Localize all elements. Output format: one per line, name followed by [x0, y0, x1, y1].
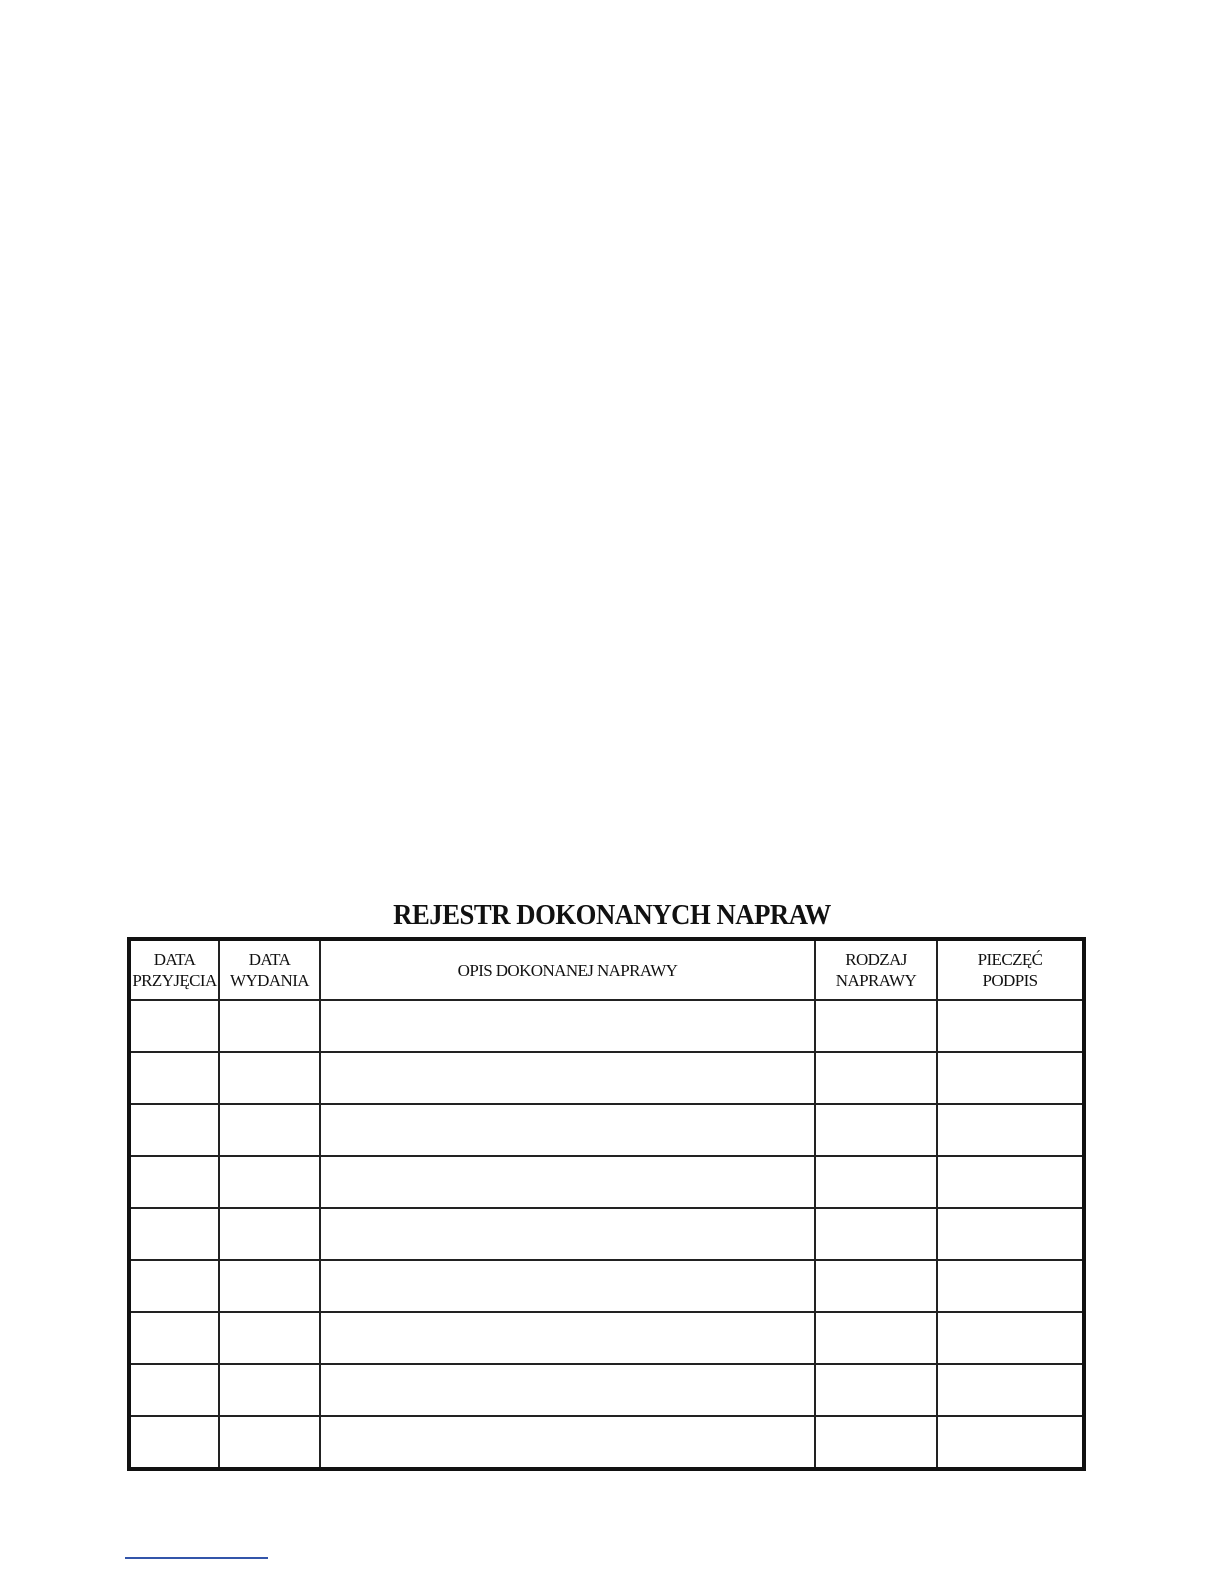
date-issued-cell[interactable]: [219, 1000, 320, 1052]
page-title: REJESTR DOKONANYCH NAPRAW: [393, 899, 831, 932]
table-row: [129, 1104, 1084, 1156]
repair-type-cell[interactable]: [815, 1052, 937, 1104]
repair-type-cell[interactable]: [815, 1000, 937, 1052]
repair-type-cell[interactable]: [815, 1416, 937, 1469]
table-body: [129, 1000, 1084, 1469]
stamp-signature-cell[interactable]: [937, 1364, 1084, 1416]
repair-type-cell[interactable]: [815, 1364, 937, 1416]
date-issued-cell[interactable]: [219, 1364, 320, 1416]
repair-type-cell[interactable]: [815, 1312, 937, 1364]
date-received-cell[interactable]: [129, 1208, 219, 1260]
description-cell[interactable]: [320, 1156, 815, 1208]
date-received-cell[interactable]: [129, 1000, 219, 1052]
table-row: [129, 1208, 1084, 1260]
repair-register-table: [127, 937, 1086, 1471]
stamp-signature-cell[interactable]: [937, 1416, 1084, 1469]
description-cell[interactable]: [320, 1104, 815, 1156]
table-row: [129, 1416, 1084, 1469]
date-received-cell[interactable]: [129, 1052, 219, 1104]
header-date-received: DATA PRZYJĘCIA: [129, 939, 219, 1000]
date-received-cell[interactable]: [129, 1104, 219, 1156]
header-date-issued: DATA WYDANIA: [219, 939, 320, 1000]
repair-type-cell[interactable]: [815, 1208, 937, 1260]
description-cell[interactable]: [320, 1416, 815, 1469]
table-row: [129, 1156, 1084, 1208]
stamp-signature-cell[interactable]: [937, 1052, 1084, 1104]
date-issued-cell[interactable]: [219, 1312, 320, 1364]
repair-type-cell[interactable]: [815, 1156, 937, 1208]
table-header-row: [129, 939, 1084, 1000]
stamp-signature-cell[interactable]: [937, 1156, 1084, 1208]
description-cell[interactable]: [320, 1208, 815, 1260]
date-issued-cell[interactable]: [219, 1260, 320, 1312]
footnote-separator-line: [125, 1557, 268, 1559]
table-row: [129, 1312, 1084, 1364]
description-cell[interactable]: [320, 1260, 815, 1312]
table-row: [129, 1000, 1084, 1052]
stamp-signature-cell[interactable]: [937, 1260, 1084, 1312]
date-issued-cell[interactable]: [219, 1156, 320, 1208]
table-row: [129, 1260, 1084, 1312]
date-received-cell[interactable]: [129, 1312, 219, 1364]
description-cell[interactable]: [320, 1312, 815, 1364]
date-received-cell[interactable]: [129, 1416, 219, 1469]
header-stamp-signature: PIECZĘĆ PODPIS: [937, 939, 1084, 1000]
description-cell[interactable]: [320, 1000, 815, 1052]
table-row: [129, 1052, 1084, 1104]
date-received-cell[interactable]: [129, 1156, 219, 1208]
date-issued-cell[interactable]: [219, 1052, 320, 1104]
stamp-signature-cell[interactable]: [937, 1208, 1084, 1260]
description-cell[interactable]: [320, 1364, 815, 1416]
date-received-cell[interactable]: [129, 1260, 219, 1312]
date-issued-cell[interactable]: [219, 1104, 320, 1156]
date-received-cell[interactable]: [129, 1364, 219, 1416]
repair-type-cell[interactable]: [815, 1104, 937, 1156]
description-cell[interactable]: [320, 1052, 815, 1104]
header-repair-type: RODZAJ NAPRAWY: [815, 939, 937, 1000]
date-issued-cell[interactable]: [219, 1208, 320, 1260]
stamp-signature-cell[interactable]: [937, 1312, 1084, 1364]
stamp-signature-cell[interactable]: [937, 1104, 1084, 1156]
repair-type-cell[interactable]: [815, 1260, 937, 1312]
table-row: [129, 1364, 1084, 1416]
header-repair-description: OPIS DOKONANEJ NAPRAWY: [320, 939, 815, 1000]
date-issued-cell[interactable]: [219, 1416, 320, 1469]
stamp-signature-cell[interactable]: [937, 1000, 1084, 1052]
